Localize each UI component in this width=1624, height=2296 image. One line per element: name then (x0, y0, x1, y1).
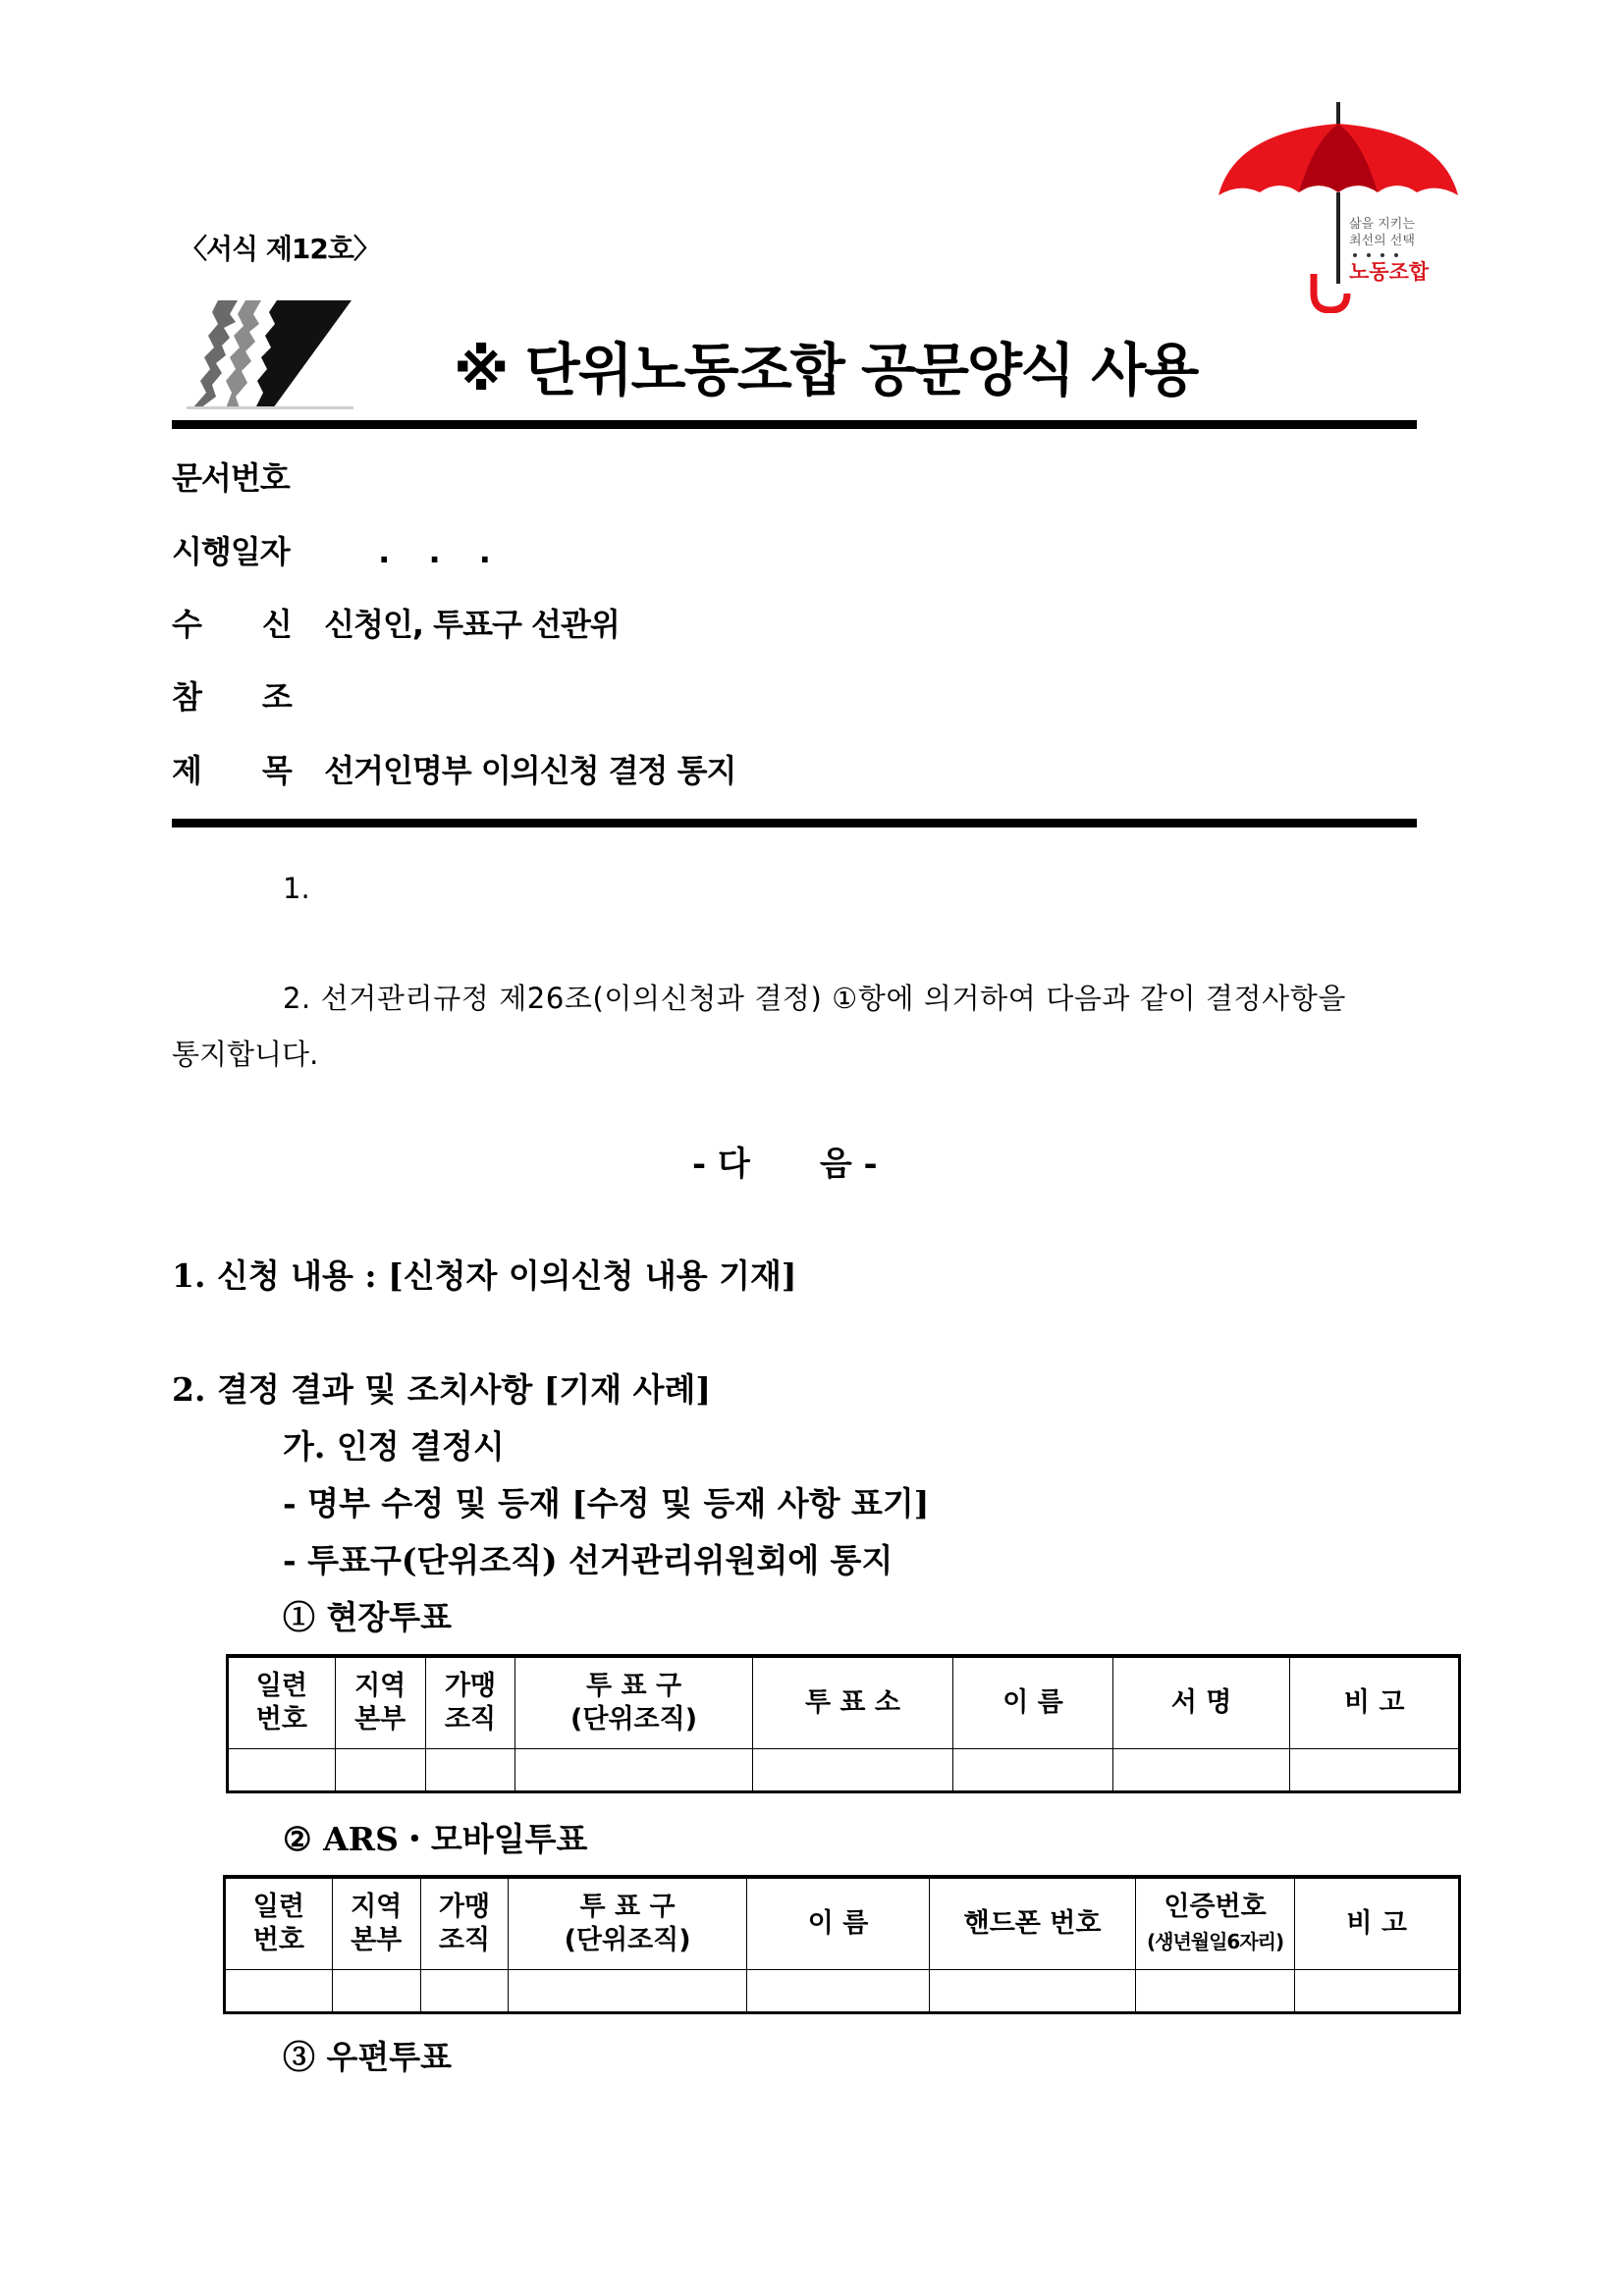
paragraph-2-line-1: 2. 선거관리규정 제26조(이의신청과 결정) ①항에 의거하여 다음과 같이 결정사항을 (283, 982, 1346, 1015)
col-signature: 서 명 (1112, 1656, 1290, 1749)
item-1-application: 1. 신청 내용 : [신청자 이의신청 내용 기재] (172, 1256, 797, 1295)
table-header-row (225, 1877, 1460, 1970)
logo-slogan-1: 삶을 지키는 (1349, 217, 1415, 232)
col-region: 지역 본부 (332, 1877, 420, 1970)
col-affiliate: 가맹 조직 (420, 1877, 509, 1970)
col-serial: 일련 번호 (228, 1656, 336, 1749)
document-title: ※ 단위노동조합 공문양식 사용 (454, 337, 1198, 403)
reference-label: 참 조 (172, 678, 292, 716)
recipient-row (172, 600, 620, 645)
sub-item-a: 가. 인정 결정시 (283, 1427, 505, 1466)
cell-serial[interactable] (225, 1970, 333, 2013)
item-2-decision: 2. 결정 결과 및 조치사항 [기재 사례] (172, 1370, 712, 1409)
onsite-vote-table (226, 1654, 1461, 1793)
table-row (225, 1970, 1460, 2013)
dash-item-2: - 투표구(단위조직) 선거관리위원회에 통지 (283, 1541, 893, 1579)
cell-region[interactable] (335, 1749, 425, 1792)
logo-name: 노동조합 (1349, 260, 1430, 284)
col-precinct: 투 표 구 (단위조직) (515, 1656, 752, 1749)
cell-polling-place[interactable] (752, 1749, 952, 1792)
cell-affiliate[interactable] (420, 1970, 509, 2013)
onsite-vote-heading: ① 현장투표 (283, 1598, 453, 1636)
recipient-label: 수 신 (172, 606, 292, 643)
col-remarks: 비 고 (1295, 1877, 1460, 1970)
logo-slogan-2: 최선의 선택 (1349, 234, 1415, 248)
col-serial: 일련 번호 (225, 1877, 333, 1970)
col-polling-place: 투 표 소 (752, 1656, 952, 1749)
top-rule (172, 420, 1417, 429)
col-name: 이 름 (746, 1877, 930, 1970)
ars-mobile-vote-heading: ② ARS・모바일투표 (283, 1820, 588, 1858)
cell-auth-code[interactable] (1135, 1970, 1295, 2013)
cell-remarks[interactable] (1290, 1749, 1460, 1792)
col-remarks: 비 고 (1290, 1656, 1460, 1749)
reference-row (172, 672, 314, 718)
form-number: 〈서식 제12호〉 (180, 233, 380, 265)
col-affiliate: 가맹 조직 (425, 1656, 515, 1749)
date-label: 시행일자 (172, 533, 290, 570)
recipient-value: 신청인, 투표구 선관위 (324, 606, 620, 643)
subject-label: 제 목 (172, 752, 292, 789)
cell-serial[interactable] (228, 1749, 336, 1792)
subject-row (172, 746, 735, 791)
cell-remarks[interactable] (1295, 1970, 1460, 2013)
cell-precinct[interactable] (509, 1970, 746, 2013)
dash-item-1: - 명부 수정 및 등재 [수정 및 등재 사항 표기] (283, 1484, 930, 1522)
col-name: 이 름 (953, 1656, 1113, 1749)
date-value: . . . (378, 533, 505, 570)
union-logo-icon (187, 294, 353, 410)
postal-vote-heading: ③ 우편투표 (283, 2038, 453, 2076)
paragraph-1: 1. (283, 872, 310, 905)
ars-mobile-vote-table (223, 1875, 1461, 2014)
cell-precinct[interactable] (515, 1749, 752, 1792)
paragraph-2-line-2: 통지합니다. (172, 1038, 319, 1071)
subject-value: 선거인명부 이의신청 결정 통지 (324, 752, 736, 789)
col-precinct: 투 표 구 (단위조직) (509, 1877, 746, 1970)
bottom-rule (172, 819, 1417, 828)
col-region: 지역 본부 (335, 1656, 425, 1749)
cell-name[interactable] (953, 1749, 1113, 1792)
notice-heading: - 다 음 - (692, 1145, 878, 1184)
table-row (228, 1749, 1460, 1792)
date-row (172, 527, 505, 572)
cell-region[interactable] (332, 1970, 420, 2013)
umbrella-logo-icon (1216, 102, 1461, 313)
cell-affiliate[interactable] (425, 1749, 515, 1792)
col-phone: 핸드폰 번호 (930, 1877, 1135, 1970)
cell-name[interactable] (746, 1970, 930, 2013)
doc-number-label: 문서번호 (172, 459, 290, 497)
doc-number-row (172, 454, 290, 499)
table-header-row (228, 1656, 1460, 1749)
cell-signature[interactable] (1112, 1749, 1290, 1792)
cell-phone[interactable] (930, 1970, 1135, 2013)
col-auth-code: 인증번호 (생년월일6자리) (1135, 1877, 1295, 1970)
